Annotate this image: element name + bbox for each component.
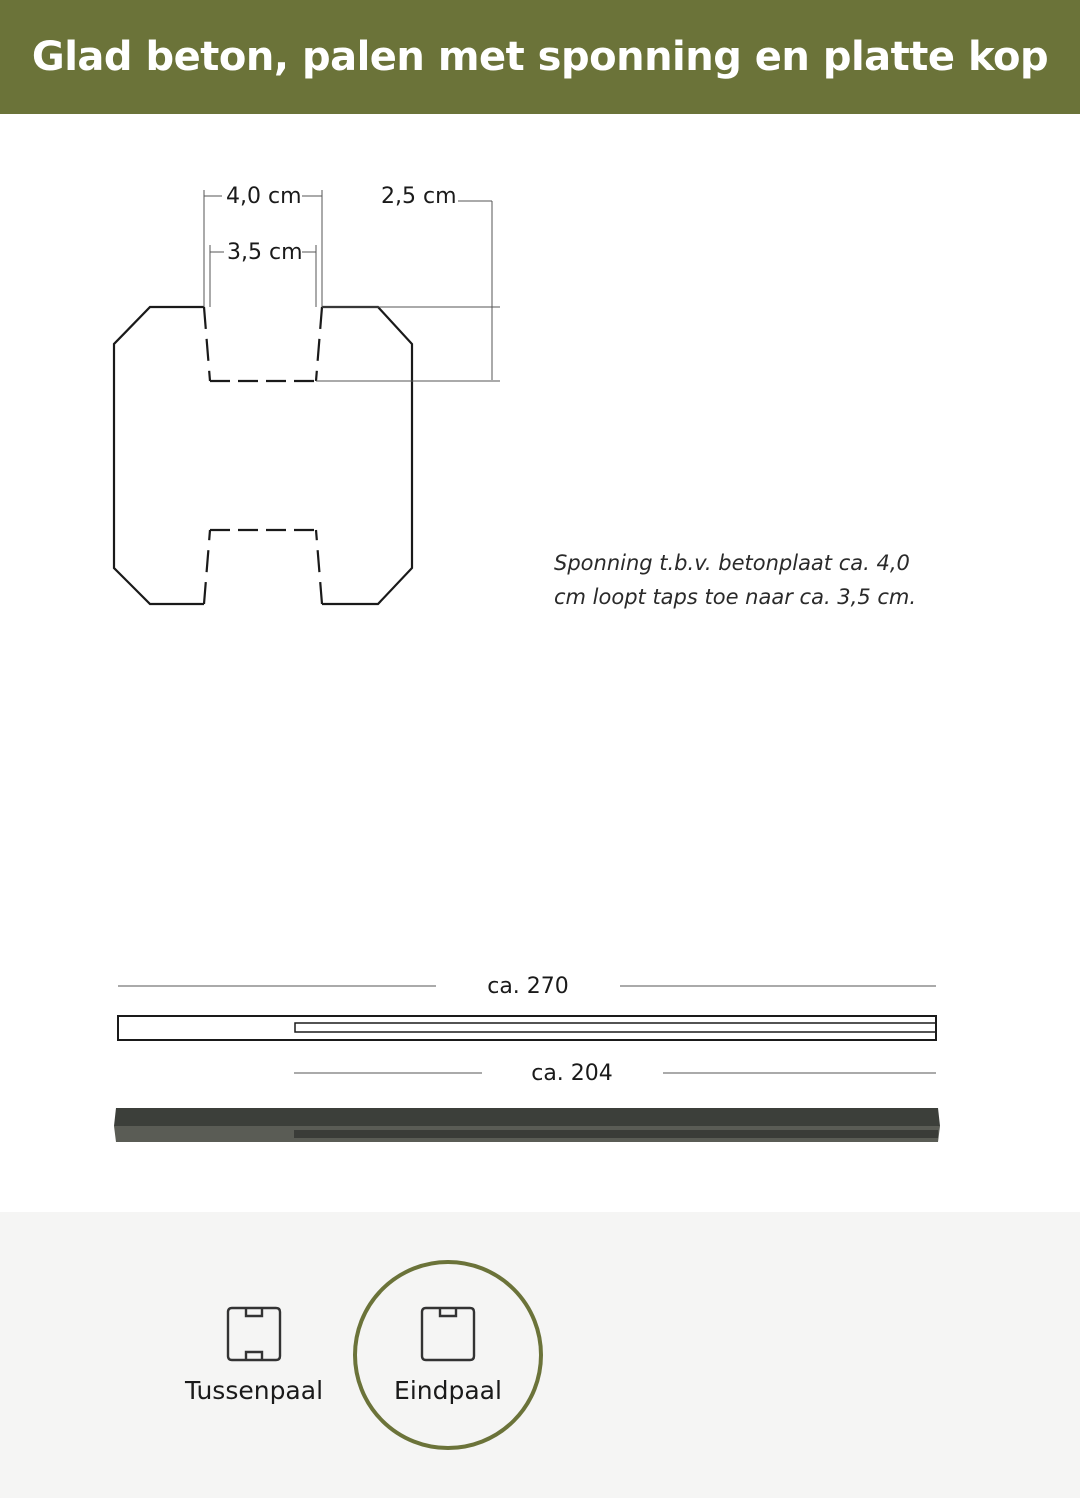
technical-drawing — [0, 114, 1080, 1212]
groove-length-label: ca. 204 — [531, 1061, 613, 1086]
post-cross-section — [114, 307, 412, 604]
option-label-tussenpaal: Tussenpaal — [184, 1375, 324, 1405]
total-length-label: ca. 270 — [487, 974, 569, 999]
page-header — [0, 0, 1080, 114]
option-tussenpaal[interactable] — [159, 1260, 349, 1450]
dim-outer-width: 4,0 cm — [226, 184, 302, 209]
top-groove-left-wall — [204, 307, 210, 381]
post-outline — [114, 307, 412, 604]
top-groove-right-wall — [316, 307, 322, 381]
post-side-outline — [118, 1016, 936, 1040]
page-title: Glad beton, palen met sponning en platte kop — [31, 34, 1049, 80]
groove-note: Sponning t.b.v. betonplaat ca. 4,0 cm loopt taps toe naar ca. 3,5 cm. — [554, 551, 917, 609]
bottom-groove-right-wall — [316, 530, 322, 604]
post-rendered-top — [114, 1108, 940, 1126]
option-eindpaal[interactable] — [353, 1260, 543, 1450]
post-type-selector — [0, 1212, 1080, 1498]
bottom-groove-left-wall — [204, 530, 210, 604]
single-groove-post-icon — [420, 1306, 476, 1362]
option-label-eindpaal: Eindpaal — [394, 1375, 502, 1405]
dimension-lines — [204, 190, 500, 381]
double-groove-post-icon — [226, 1306, 282, 1362]
side-view — [114, 974, 940, 1142]
post-rendered-groove — [294, 1130, 938, 1138]
dim-depth: 2,5 cm — [381, 184, 457, 209]
dim-inner-width: 3,5 cm — [227, 240, 303, 265]
